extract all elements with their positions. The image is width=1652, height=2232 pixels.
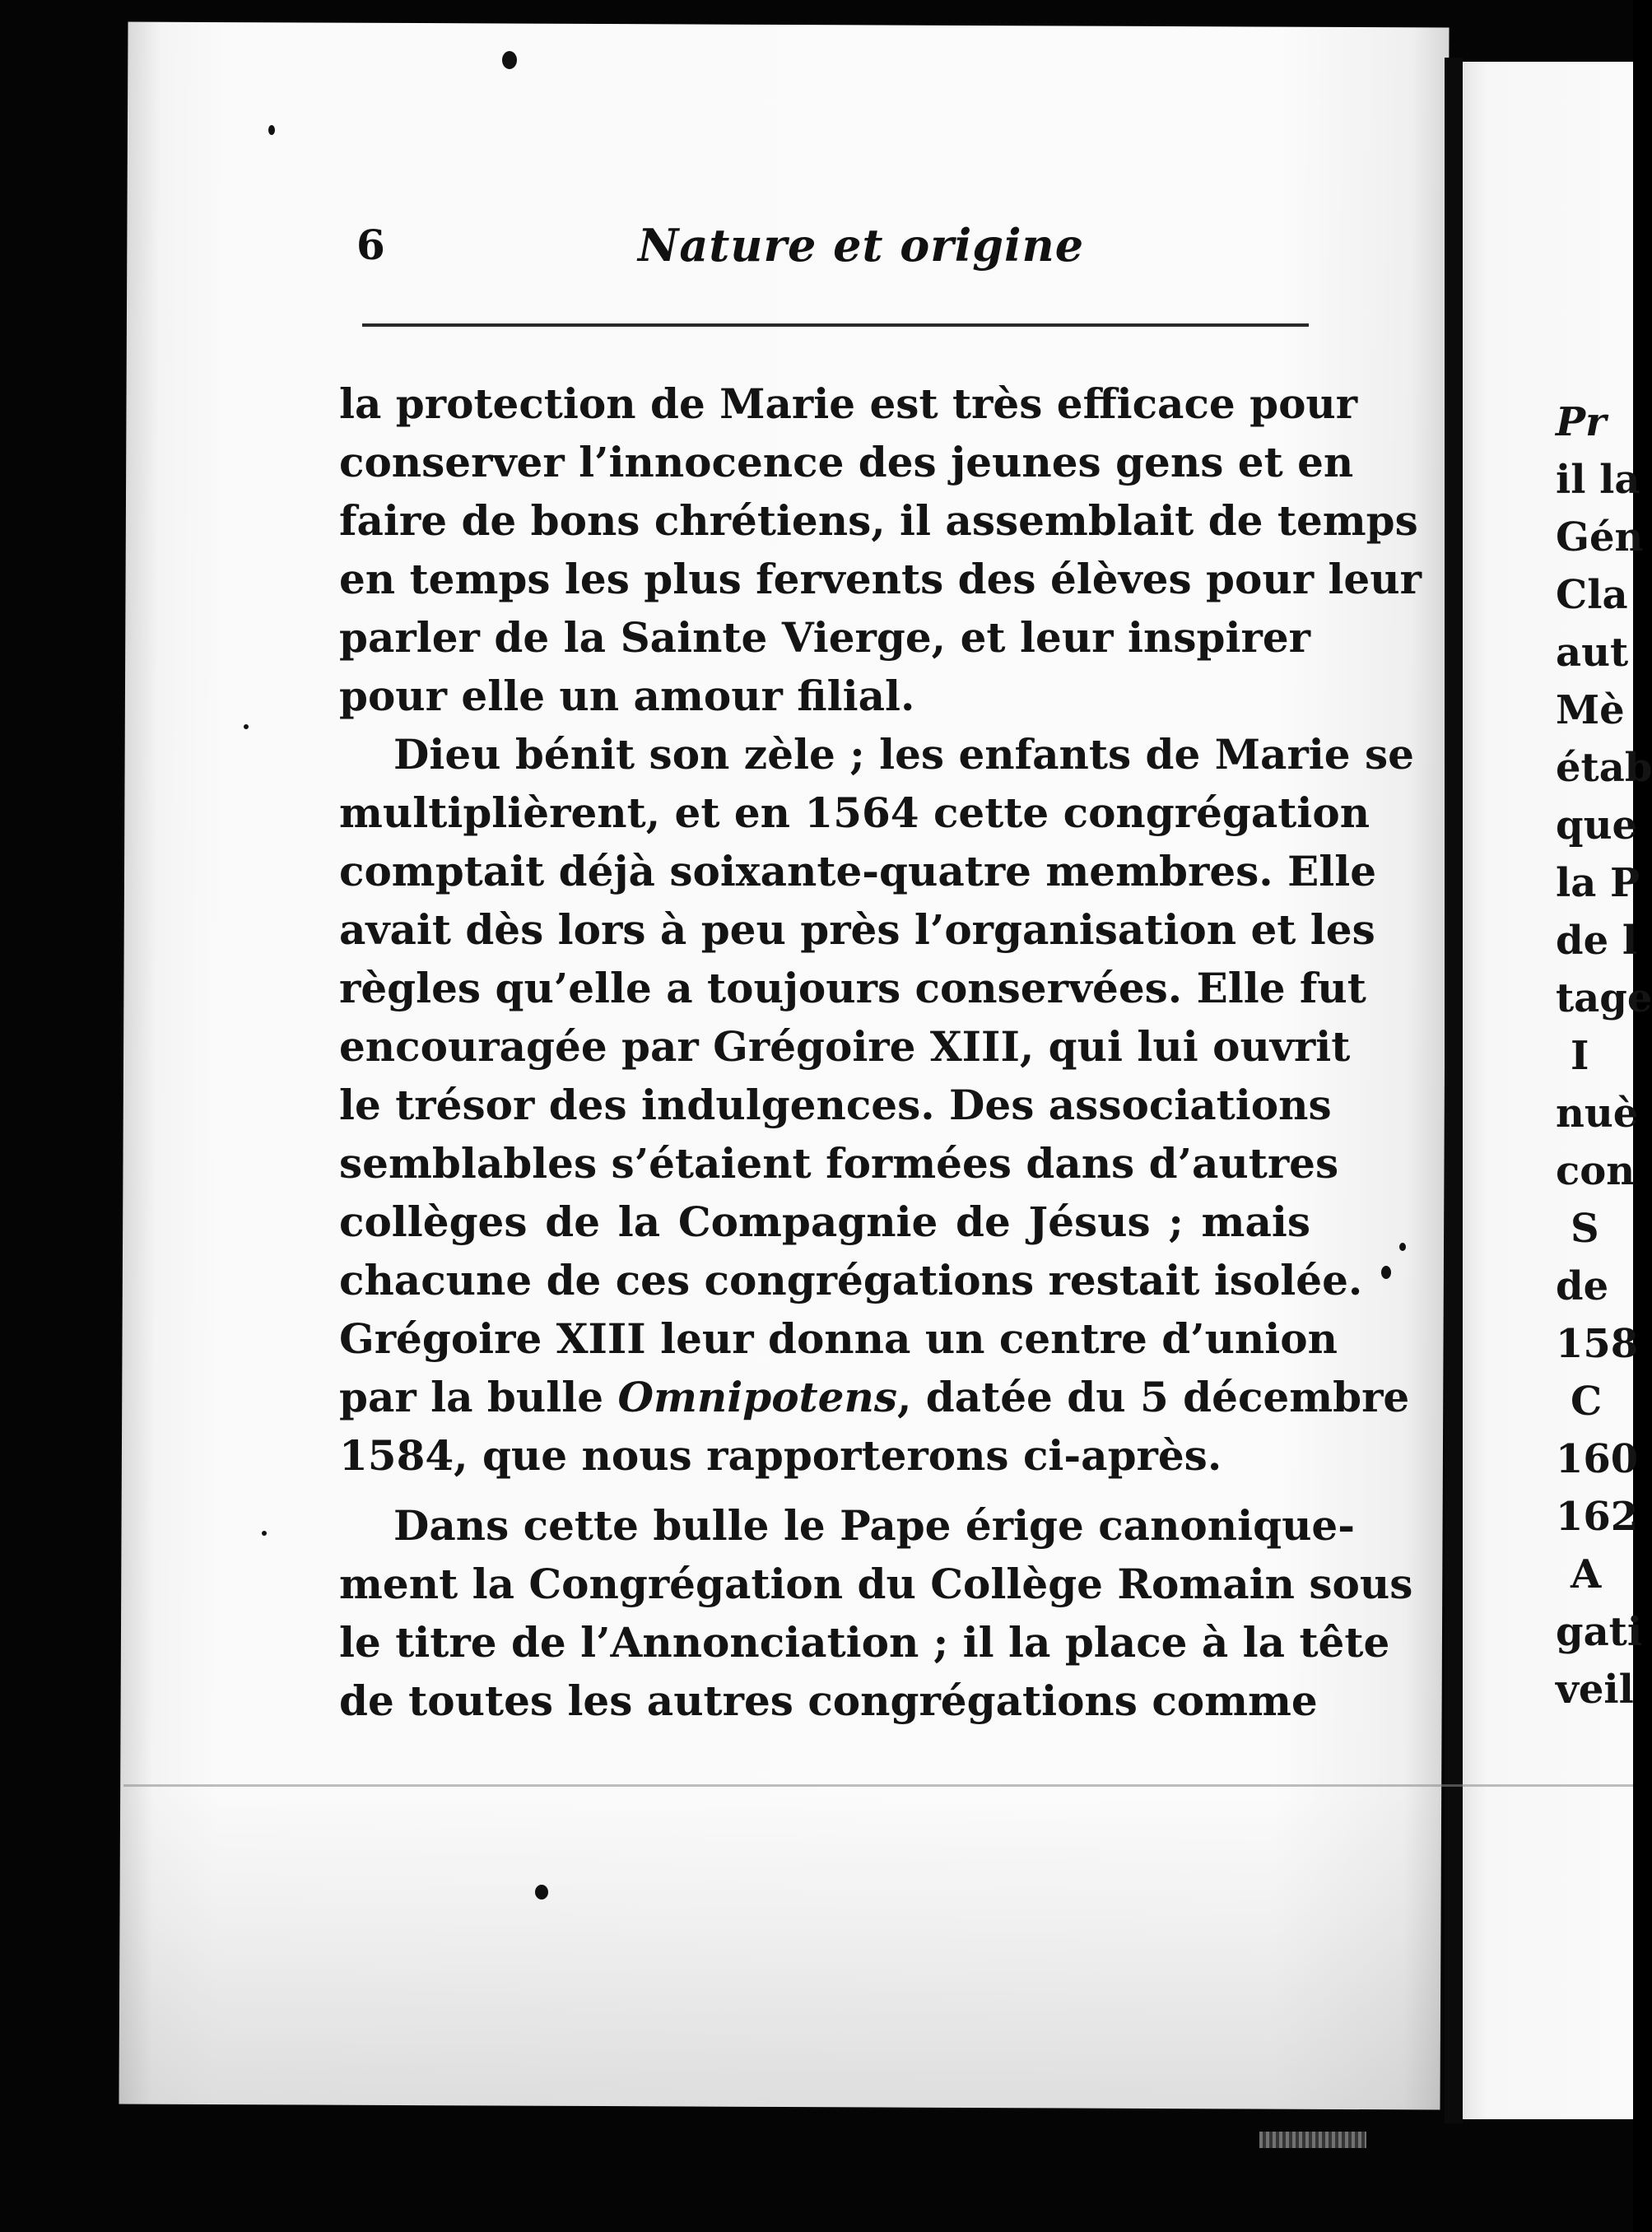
- text-line: semblables s’étaient formées dans d’autres: [339, 1139, 1339, 1188]
- fragment: aut: [1556, 630, 1629, 676]
- text-line: 1584, que nous rapporterons ci-après.: [339, 1431, 1222, 1480]
- text-line: Grégoire XIII leur donna un centre d’union: [339, 1314, 1338, 1363]
- fragment: Gén: [1556, 514, 1644, 560]
- fragment: il la: [1556, 457, 1640, 503]
- fragment: tage: [1556, 975, 1652, 1021]
- bull-title: Omnipotens: [617, 1373, 897, 1421]
- fragment: la P: [1556, 860, 1640, 906]
- fragment: de: [1556, 1263, 1609, 1309]
- text-line: encouragée par Grégoire XIII, qui lui ouvrit: [339, 1022, 1351, 1071]
- text-line: faire de bons chrétiens, il assemblait de temps: [339, 496, 1418, 545]
- scan-speck: [502, 51, 517, 69]
- text-segment: , datée du 5 décembre: [896, 1373, 1410, 1421]
- text-line: avait dès lors à peu près l’organisation et les: [339, 905, 1375, 954]
- text-line: parler de la Sainte Vierge, et leur inspirer: [339, 613, 1310, 662]
- text-line: Dans cette bulle le Pape érige canonique-: [393, 1501, 1355, 1550]
- fragment: nuè: [1556, 1090, 1639, 1137]
- fragment: 158: [1556, 1321, 1639, 1367]
- text-line: multiplièrent, et en 1564 cette congrégation: [339, 788, 1370, 837]
- book-gutter: [1445, 58, 1463, 2123]
- text-line: conserver l’innocence des jeunes gens et en: [339, 438, 1354, 486]
- text-segment: par la bulle: [339, 1373, 618, 1421]
- fragment: Cla: [1556, 572, 1628, 618]
- scan-speck: [1399, 1243, 1406, 1251]
- paragraph-gap: [339, 1485, 1310, 1496]
- body-text: [339, 374, 1422, 1730]
- text-line: le trésor des indulgences. Des associations: [339, 1081, 1332, 1129]
- text-line: de toutes les autres congrégations comme: [339, 1676, 1318, 1725]
- fragment: Pr: [1556, 399, 1607, 445]
- text-line: le titre de l’Annonciation ; il la place à la tête: [339, 1618, 1390, 1667]
- fragment: veil: [1556, 1667, 1634, 1713]
- text-line-mixed: [339, 1368, 1410, 1426]
- scan-speck: [1381, 1266, 1391, 1279]
- text-line: chacune de ces congrégations restait isolée.: [339, 1256, 1363, 1304]
- fragment: S: [1571, 1206, 1599, 1252]
- fragment: 160: [1556, 1436, 1639, 1482]
- page-number: 6: [356, 221, 385, 269]
- scan-artifact: [1259, 2132, 1366, 2148]
- scan-speck: [244, 724, 249, 729]
- text-line: ment la Congrégation du Collège Romain sous: [339, 1560, 1413, 1608]
- fragment: 162: [1556, 1494, 1639, 1540]
- right-page-text: [1556, 393, 1652, 1718]
- text-line: pour elle un amour filial.: [339, 672, 915, 720]
- text-line: la protection de Marie est très efficace pour: [339, 379, 1358, 428]
- fragment: de l: [1556, 918, 1638, 964]
- fragment: gati: [1556, 1609, 1643, 1655]
- text-line: en temps les plus fervents des élèves pour leur: [339, 555, 1422, 603]
- text-line: Dieu bénit son zèle ; les enfants de Marie se: [393, 730, 1414, 779]
- scan-speck: [268, 125, 275, 135]
- text-line: règles qu’elle a toujours conservées. Elle fut: [339, 964, 1366, 1012]
- fragment: Mè: [1556, 687, 1625, 733]
- fragment: A: [1571, 1551, 1602, 1597]
- fragment: étab: [1556, 745, 1652, 791]
- header-rule: [362, 323, 1309, 327]
- fragment: que: [1556, 802, 1637, 849]
- scan-speck: [262, 1531, 267, 1536]
- running-head: Nature et origine: [638, 219, 1085, 272]
- fold-crease: [123, 1784, 1633, 1787]
- fragment: I: [1571, 1033, 1589, 1079]
- fragment: C: [1571, 1379, 1603, 1425]
- text-line: comptait déjà soixante-quatre membres. Elle: [339, 847, 1377, 895]
- fragment: con: [1556, 1148, 1636, 1194]
- text-line: collèges de la Compagnie de Jésus ; mais: [339, 1197, 1310, 1246]
- scan-speck: [535, 1885, 548, 1900]
